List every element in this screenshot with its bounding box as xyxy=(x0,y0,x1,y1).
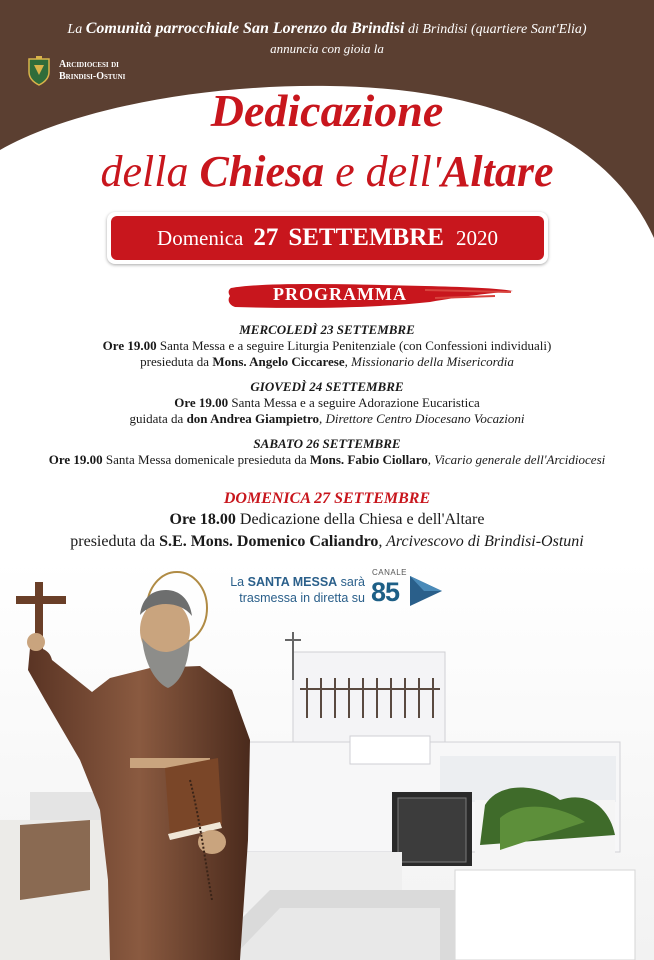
title-part-dell: e dell' xyxy=(324,147,442,196)
date-banner xyxy=(107,212,548,264)
event-pre: presieduta da xyxy=(140,354,213,369)
event-wednesday xyxy=(0,322,654,370)
title-part-della: della xyxy=(100,147,200,196)
header-community-line xyxy=(0,20,654,38)
event-role: , Vicario generale dell'Arcidiocesi xyxy=(427,452,606,467)
channel-label: CANALE xyxy=(372,568,408,577)
date-day: 27 xyxy=(253,224,279,251)
play-arrow-icon xyxy=(408,574,444,608)
event-role: , Direttore Centro Diocesano Vocazioni xyxy=(319,411,525,426)
community-location: di Brindisi (quartiere Sant'Elia) xyxy=(407,22,587,37)
community-name: Comunità parrocchiale San Lorenzo da Brindisi xyxy=(85,20,405,37)
title-part-chiesa: Chiesa xyxy=(199,147,325,196)
event-line2 xyxy=(0,411,654,427)
broadcast-line2: trasmessa in diretta su xyxy=(239,591,365,605)
broadcast-notice xyxy=(229,574,365,606)
broadcast-pre: La xyxy=(230,575,248,589)
event-line2 xyxy=(0,354,654,370)
event-person: Mons. Angelo Ciccarese xyxy=(212,354,345,369)
diocese-crest-icon xyxy=(25,55,53,87)
event-day: SABATO 26 SETTEMBRE xyxy=(253,436,401,451)
header-announce: annuncia con gioia la xyxy=(270,41,384,56)
date-year: 2020 xyxy=(455,225,498,250)
event-sunday-main xyxy=(0,488,654,553)
header-prefix: La xyxy=(67,22,83,37)
event-text: Santa Messa e a seguire Liturgia Penitenziale (con Confessioni individuali) xyxy=(156,338,552,353)
date-weekday: Domenica xyxy=(157,225,244,250)
date-month: SETTEMBRE xyxy=(288,224,444,251)
event-text: Santa Messa domenicale presieduta da xyxy=(102,452,310,467)
event-thursday xyxy=(0,379,654,427)
main-event-pre: presieduta da xyxy=(70,533,160,550)
event-time: Ore 19.00 xyxy=(174,395,229,410)
event-day: MERCOLEDÌ 23 SETTEMBRE xyxy=(239,322,415,337)
main-event-time: Ore 18.00 xyxy=(169,511,236,528)
event-text: Santa Messa e a seguire Adorazione Eucaristica xyxy=(228,395,480,410)
main-event-person: S.E. Mons. Domenico Caliandro xyxy=(159,533,379,550)
canale-85-logo xyxy=(368,568,448,610)
title-dedicazione: Dedicazione xyxy=(210,85,444,136)
date-banner-inner xyxy=(111,216,544,260)
event-line1 xyxy=(0,338,654,354)
event-pre: guidata da xyxy=(129,411,187,426)
main-event-text: Dedicazione della Chiesa e dell'Altare xyxy=(235,511,485,528)
program-banner xyxy=(225,278,515,314)
event-time: Ore 19.00 xyxy=(102,338,157,353)
channel-number: 85 xyxy=(371,577,400,607)
events-list xyxy=(0,322,654,477)
diocese-line1: Arcidiocesi di xyxy=(59,59,119,70)
event-time: Ore 19.00 xyxy=(48,452,103,467)
title-part-altare: Altare xyxy=(441,147,554,196)
broadcast-post: sarà xyxy=(337,575,365,589)
main-event-role: , Arcivescovo di Brindisi-Ostuni xyxy=(378,533,584,550)
main-event-day: DOMENICA 27 SETTEMBRE xyxy=(223,490,431,507)
event-line1 xyxy=(0,452,654,468)
program-label: PROGRAMMA xyxy=(273,284,407,304)
church-and-saint-illustration xyxy=(0,560,654,960)
broadcast-line1 xyxy=(229,574,365,590)
diocese-logo xyxy=(25,55,125,87)
event-person: Mons. Fabio Ciollaro xyxy=(309,452,428,467)
event-line1 xyxy=(0,395,654,411)
main-event-line1 xyxy=(0,509,654,531)
event-day: GIOVEDÌ 24 SETTEMBRE xyxy=(250,379,404,394)
title-chiesa-altare xyxy=(0,146,654,197)
event-person: don Andrea Giampietro xyxy=(186,411,320,426)
event-role: , Missionario della Misericordia xyxy=(344,354,514,369)
event-saturday xyxy=(0,436,654,468)
main-event-line2 xyxy=(0,531,654,553)
diocese-name xyxy=(59,59,125,83)
broadcast-highlight: SANTA MESSA xyxy=(247,575,338,589)
diocese-line2: Brindisi-Ostuni xyxy=(59,71,126,82)
